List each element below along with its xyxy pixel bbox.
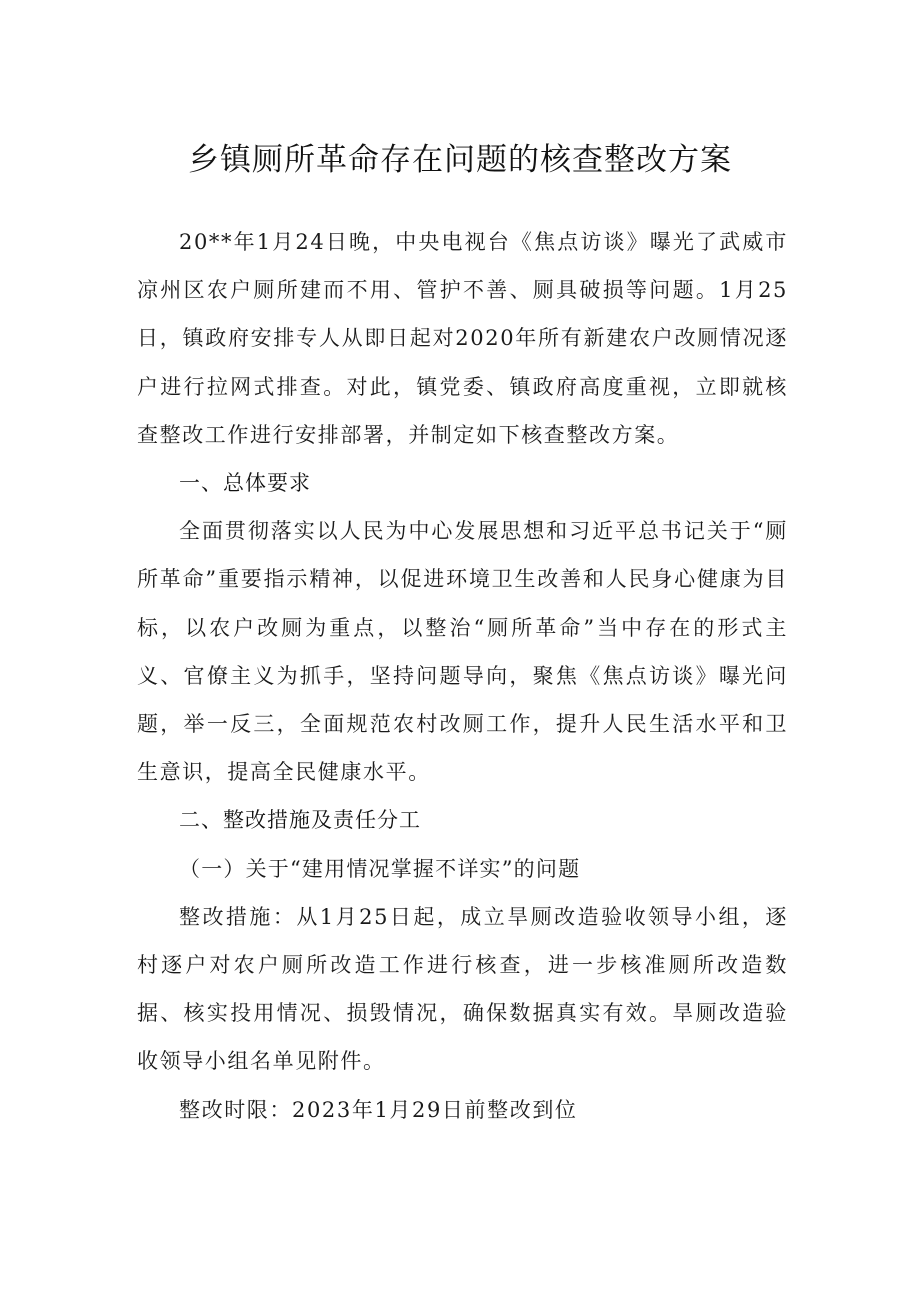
- section-1-paragraph: 全面贯彻落实以人民为中心发展思想和习近平总书记关于“厕所革命”重要指示精神，以促进环境卫生改善和人民身心健康为目标，以农户改厕为重点，以整治“厕所革命”当中存在的形式主义、官僚主义为抓手，坚持问题导向，聚焦《焦点访谈》曝光问题，举一反三，全面规范农村改厕工作，提升人民生活水平和卫生意识，提高全民健康水平。: [137, 519, 788, 785]
- measures-paragraph: 整改措施：从1月25日起，成立旱厕改造验收领导小组，逐村逐户对农户厕所改造工作进行核查，进一步核准厕所改造数据、核实投用情况、损毁情况，确保数据真实有效。旱厕改造验收领导小组名单见附件。: [137, 904, 788, 1074]
- document-body: [137, 218, 788, 1134]
- document-title: 乡镇厕所革命存在问题的核查整改方案: [188, 142, 732, 178]
- intro-paragraph: 20**年1月24日晚，中央电视台《焦点访谈》曝光了武威市凉州区农户厕所建而不用、管护不善、厕具破损等问题。1月25日，镇政府安排专人从即日起对2020年所有新建农户改厕情况逐户进行拉网式排查。对此，镇党委、镇政府高度重视，立即就核查整改工作进行安排部署，并制定如下核查整改方案。: [137, 230, 788, 447]
- section-1-heading: 一、总体要求: [179, 471, 311, 496]
- subsection-1-heading: （一）关于“建用情况掌握不详实”的问题: [179, 856, 581, 881]
- section-2-heading: 二、整改措施及责任分工: [179, 808, 421, 833]
- deadline-paragraph: 整改时限：2023年1月29日前整改到位: [179, 1097, 578, 1122]
